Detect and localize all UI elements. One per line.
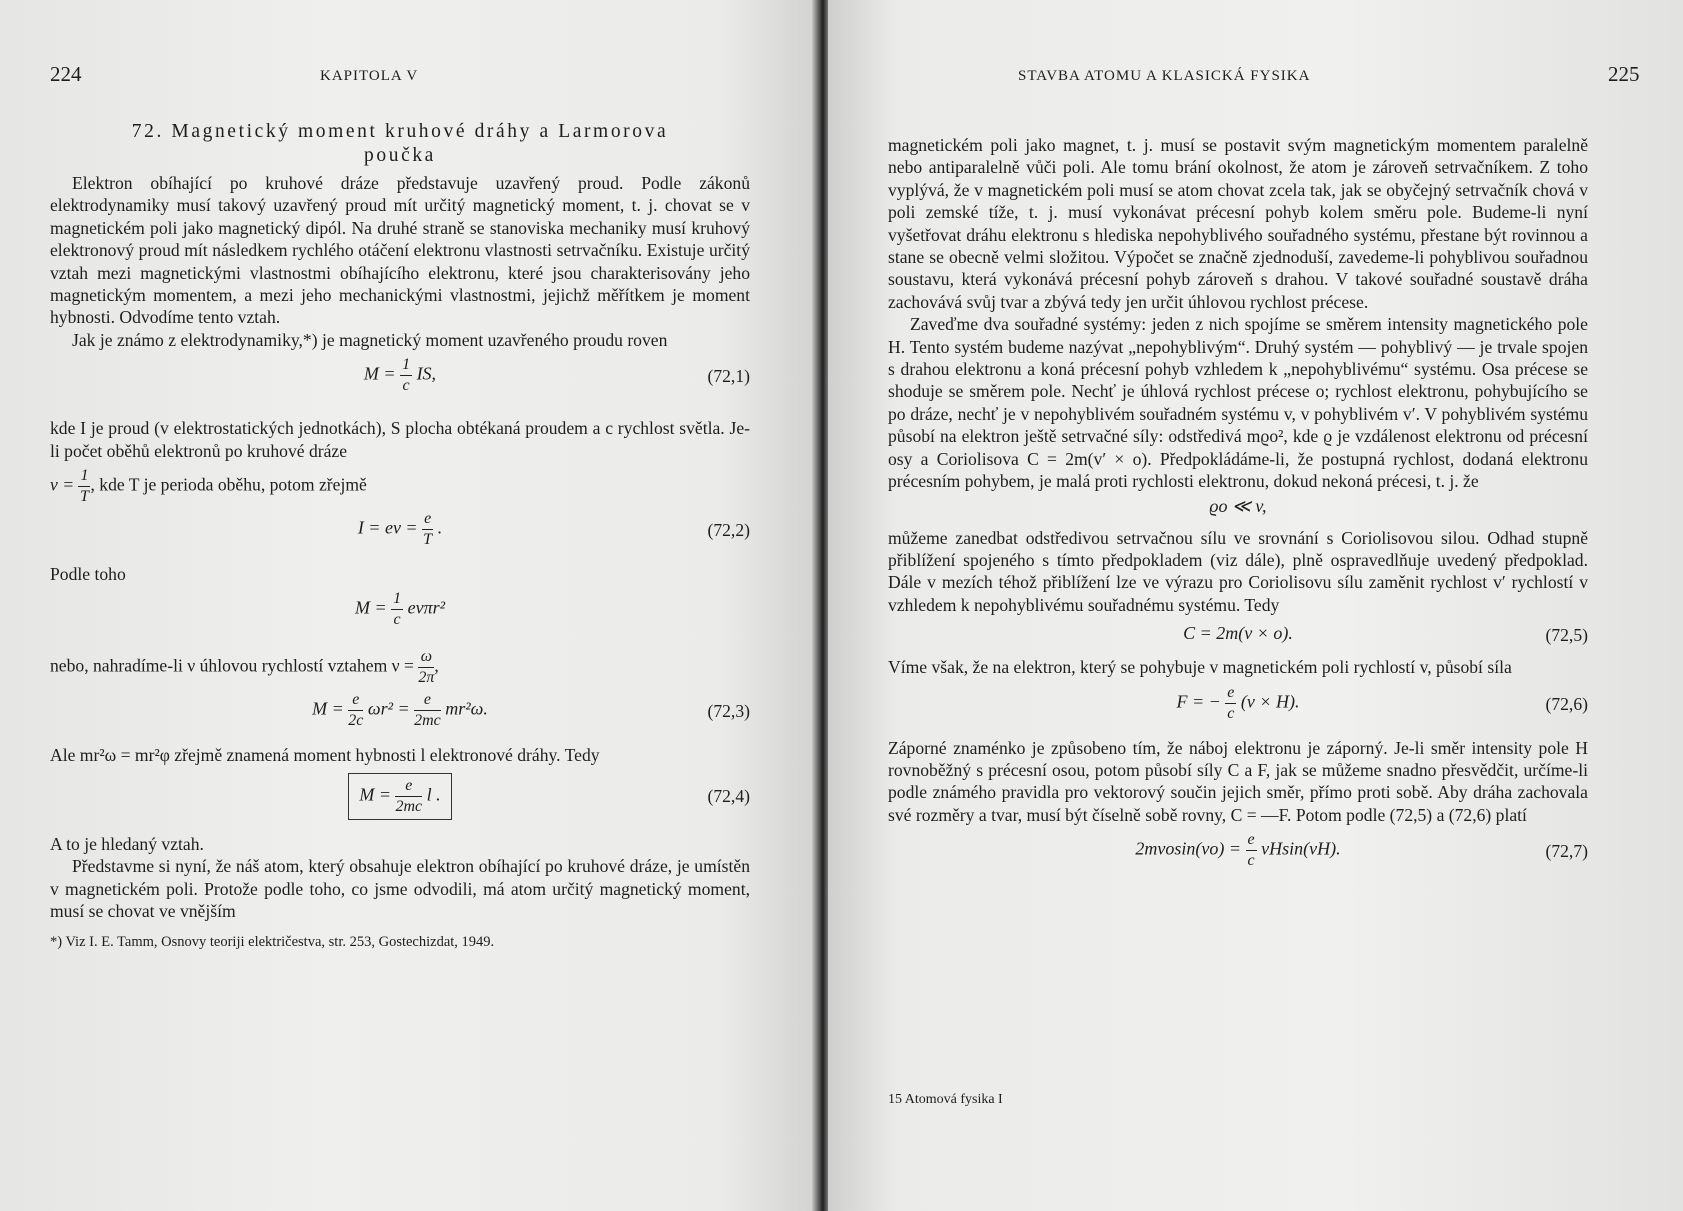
equation-inequality (888, 493, 1588, 527)
numerator: 1 (400, 357, 412, 376)
fraction (414, 692, 441, 729)
equation-72-7 (888, 826, 1588, 884)
eq-rhs: (v × H). (1236, 691, 1300, 712)
paragraph-text: nebo, nahradíme-li ν úhlovou rychlostí vztahem ν = (50, 656, 419, 677)
eq-lhs: M = (363, 363, 401, 384)
numerator: e (414, 692, 441, 711)
eq-rhs: vHsin(vH). (1256, 838, 1341, 859)
paragraph: kde I je proud (v elektrostatických jednotkách), S plocha obtékaná proudem a c rychlost světla. Je-li počet oběhů elektronů po kruhové dráze (50, 418, 750, 461)
paragraph-inline-fraction (50, 649, 750, 686)
equation-body (50, 591, 750, 628)
equation-body (888, 685, 1588, 722)
section-title (50, 120, 750, 168)
paragraph: Jak je známo z elektrodynamiky,*) je magnetický moment uzavřeného proudu roven (72, 329, 668, 350)
paragraph: Zaveďme dva souřadné systémy: jeden z nich spojíme se směrem intensity magnetického pole H. Tento systém budeme nazývat „nepohyblivým“. Druhý systém — pohyblivý — je trvale spojen s drahou elektronu a koná précesní pohyb vzhledem k „nepohyblivému“ systému. Osa précese se shoduje se směrem pole. Nechť je úhlová rychlost précese o; rychlost elektronu, pohybujícího se po dráze, nechť je v nepohyblivém souřadném systému v, v pohyblivém v′. V pohyblivém systému působí na elektron ještě setrvačné síly: odstředivá mϱo², kde ϱ je vzdálenost elektronu od précesní osy a Coriolisova C = 2m(v′ × o). Předpokládáme-li, že postupná rychlost, dodaná elektronu précesním pohybem, je malá proti rychlosti elektronu, dokud nekoná précesi, t. j. že (888, 314, 1588, 492)
paragraph-inline-fraction (50, 468, 750, 505)
fraction (78, 468, 90, 505)
paragraph: Představme si nyní, že náš atom, který obsahuje elektron obíhající po kruhové dráze, je umístěn v magnetickém poli. Protože podle toho, co jsme odvodili, má atom určitý magnetický moment, musí se chovat ve vnějším (50, 856, 750, 922)
numerator: 1 (78, 468, 90, 487)
denominator: 2mc (414, 712, 441, 730)
equation-number: (72,4) (707, 785, 750, 806)
eq-rhs: eνπr² (403, 598, 446, 619)
eq-rhs: . (433, 517, 443, 538)
paragraph-rest: , kde T je perioda oběhu, potom zřejmě (90, 474, 367, 495)
numerator: ω (418, 649, 434, 668)
eq-rhs: IS, (412, 363, 437, 384)
fraction (422, 511, 433, 548)
denominator: 2mc (395, 797, 423, 815)
paragraph: magnetickém poli jako magnet, t. j. musí se postavit svým magnetickým momentem paralelně nebo antiparalelně vůči poli. Ale tomu brání okolnost, že atom je zároveň setrvačníkem. Z toho vyplývá, že v magnetickém poli musí se atom chovat zcela tak, jak se obyčejný setrvačník chová v poli zemské tíže, t. j. musí vykonávat précesní pohyb kolem směru pole. Budeme-li nyní vyšetřovat dráhu elektronu s hlediska nepohyblivého souřadného systému, přestane být rovinnou a stane se obecně velmi složitou. Výpočet se značně zjednoduší, zavedeme-li pohyblivou souřadnou soustavu, která vykonává précesní pohyb zároveň s drahou. V takové souřadné soustavě dráha zachovává svůj tvar a zbývá tedy jen určit úhlovou rychlost précese. (888, 135, 1588, 312)
boxed-formula (348, 773, 451, 820)
numerator: e (422, 511, 433, 530)
denominator: c (1227, 704, 1235, 722)
paragraph: Záporné znaménko je způsobeno tím, že náboj elektronu je záporný. Je-li směr intensity pole H rovnoběžný s précesní osou, potom působí síly C a F, jak se můžeme snadno přesvědčit, určíme-li podle známého pravidla pro vektorový součin jejich směr, přímo proti sobě. Aby dráha zachovala své rozměry a tvar, musí být číselně sobě rovny, C = —F. Potom podle (72,5) a (72,6) platí (888, 737, 1588, 825)
page-number: 224 (50, 62, 82, 86)
fraction (391, 591, 403, 628)
eq-lhs: 2mvosin(vo) = (1135, 838, 1246, 859)
denominator: c (1247, 852, 1255, 870)
numerator: e (1246, 832, 1257, 851)
equation-72-6 (888, 679, 1588, 737)
fraction (1246, 832, 1257, 869)
equation-body (50, 357, 750, 394)
paragraph: A to je hledaný vztah. (50, 833, 204, 854)
equation-body (50, 511, 750, 548)
eq-rhs: l . (422, 784, 441, 805)
denominator: c (393, 611, 401, 629)
left-text-column (50, 120, 750, 951)
fraction (418, 649, 434, 686)
left-page (0, 0, 818, 1211)
paragraph: Podle toho (50, 564, 126, 585)
paragraph: Elektron obíhající po kruhové dráze představuje uzavřený proud. Podle zákonů elektrodynamiky musí takový uzavřený proud mít určitý magnetický moment, t. j. chovat se v magnetickém poli jako magnetický dipól. Na druhé straně se stanoviska mechaniky musí kruhový elektronový proud mít následkem rychlého otáčení elektronu vlastnosti setrvačníku. Existuje určitý vztah mezi magnetickými vlastnostmi obíhajícího elektronu, které jsou charakterisovány jeho magnetickým momentem, a mezi jeho mechanickými vlastnostmi, jejichž měřítkem je moment hybnosti. Odvodíme tento vztah. (50, 173, 750, 328)
eq-lhs: M = (312, 699, 349, 720)
equation-72-4 (50, 767, 750, 833)
equation-72-3 (50, 686, 750, 744)
eq-mid: ωr² = (363, 699, 415, 720)
equation-number: (72,1) (707, 366, 750, 387)
running-head: STAVBA ATOMU A KLASICKÁ FYSIKA (1018, 68, 1311, 84)
right-text-column (888, 134, 1588, 884)
denominator: T (80, 488, 89, 506)
equation-body (888, 832, 1588, 869)
numerator: e (1225, 685, 1236, 704)
equation-number: (72,5) (1545, 625, 1588, 646)
equation-m (50, 585, 750, 643)
right-page (828, 0, 1683, 1211)
paragraph: můžeme zanedbat odstředivou setrvačnou sílu ve srovnání s Coriolisovou silou. Odhad stupně přiblížení spojeného s tímto předpokladem (viz dále), plně ospravedlňuje uvedený předpoklad. Dále v mezích téhož přiblížení lze ve výrazu pro Coriolisovu sílu zaměnit rychlost v′ rychlostí v vzhledem k nepohyblivému souřadnému systému. Tedy (888, 527, 1588, 615)
numerator: 1 (391, 591, 403, 610)
section-title-line-2: poučka (364, 145, 436, 166)
equation-body: C = 2m(v × o). (1183, 623, 1293, 644)
denominator: 2π (418, 669, 435, 687)
eq-lhs: M = (354, 598, 392, 619)
numerator: e (395, 778, 422, 797)
paragraph: Ale mr²ω = mr²φ zřejmě znamená moment hybnosti l elektronové dráhy. Tedy (50, 745, 600, 766)
equation-body (50, 692, 750, 729)
signature-mark: 15 Atomová fysika I (888, 1092, 1003, 1107)
equation-number: (72,2) (707, 520, 750, 541)
nu-symbol: ν = (50, 474, 79, 495)
equation-72-2 (50, 505, 750, 563)
equation-72-5 (888, 616, 1588, 656)
fraction (395, 778, 422, 815)
footnote: *) Viz I. E. Tamm, Osnovy teoriji električestva, str. 253, Gostechizdat, 1949. (50, 933, 495, 950)
paragraph: Víme však, že na elektron, který se pohybuje v magnetickém poli rychlostí v, působí síla (888, 657, 1512, 678)
equation-72-1 (50, 351, 750, 409)
equation-number: (72,7) (1545, 841, 1588, 862)
page-number: 225 (1608, 62, 1640, 86)
equation-body: ϱo ≪ v, (1209, 495, 1267, 516)
equation-number: (72,3) (707, 701, 750, 722)
eq-lhs: M = (359, 784, 396, 805)
eq-lhs: I = eν = (357, 517, 423, 538)
running-head: KAPITOLA V (320, 68, 419, 84)
paragraph-end: , (434, 656, 439, 677)
denominator: T (423, 531, 433, 549)
equation-body (50, 773, 750, 820)
fraction (348, 692, 363, 729)
section-title-line-1: 72. Magnetický moment kruhové dráhy a Larmorova (131, 121, 669, 142)
denominator: 2c (348, 712, 364, 730)
denominator: c (402, 377, 410, 395)
eq-rhs: mr²ω. (440, 699, 488, 720)
fraction (400, 357, 412, 394)
equation-number: (72,6) (1545, 693, 1588, 714)
fraction (1225, 685, 1236, 722)
eq-lhs: F = − (1176, 691, 1226, 712)
numerator: e (348, 692, 363, 711)
